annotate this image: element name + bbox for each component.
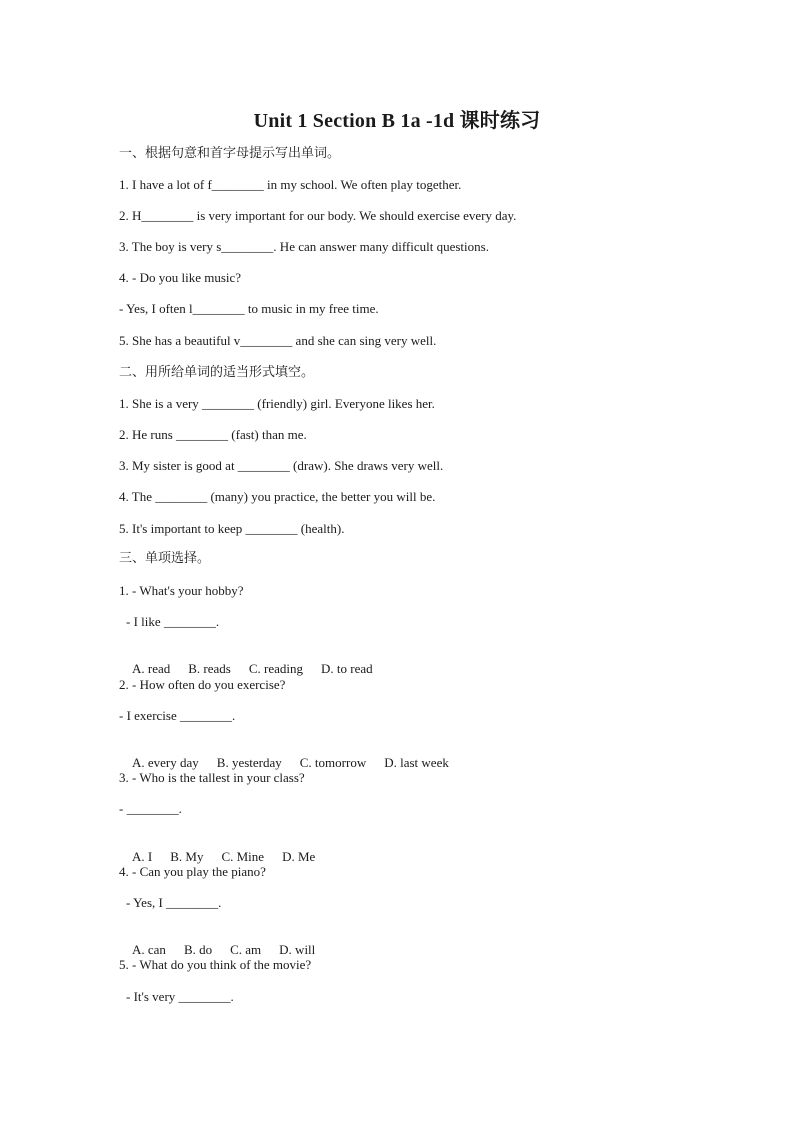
q4-option-d: D. will [279,942,316,957]
section2-item-5: 5. It's important to keep ________ (health). [119,521,345,536]
q1-option-d: D. to read [321,661,373,676]
q1-option-a: A. read [132,661,171,676]
q4-option-b: B. do [183,942,213,957]
q2-option-b: B. yesterday [216,755,282,770]
q2-answer: - I exercise ________. [119,708,236,723]
section2-item-3: 3. My sister is good at ________ (draw). She draws very well. [119,458,444,473]
q3-option-a: A. I [132,849,153,864]
q2-option-a: A. every day [132,755,199,770]
q3-question: 3. - Who is the tallest in your class? [119,770,305,785]
q1-option-b: B. reads [188,661,231,676]
section2-item-1: 1. She is a very ________ (friendly) girl. Everyone likes her. [119,396,435,411]
section1-item-3: 3. The boy is very s________. He can answer many difficult questions. [119,239,489,254]
q4-question: 4. - Can you play the piano? [119,864,266,879]
section2-item-4: 4. The ________ (many) you practice, the better you will be. [119,489,436,504]
q4-option-a: A. can [132,942,166,957]
q4-option-c: C. am [230,942,262,957]
q1-question: 1. - What's your hobby? [119,583,244,598]
section2-item-2: 2. He runs ________ (fast) than me. [119,427,307,442]
q1-answer: - I like ________. [126,614,220,629]
section1-item-2: 2. H________ is very important for our body. We should exercise every day. [119,208,517,223]
q2-option-d: D. last week [384,755,449,770]
q2-question: 2. - How often do you exercise? [119,677,286,692]
q1-option-c: C. reading [248,661,304,676]
section3-heading: 三、单项选择。 [119,551,211,566]
section1-heading: 一、根据句意和首字母提示写出单词。 [119,146,341,161]
q5-answer: - It's very ________. [126,989,234,1004]
section1-item-4-answer: - Yes, I often l________ to music in my free time. [119,301,379,316]
q3-option-d: D. Me [282,849,316,864]
section1-item-1: 1. I have a lot of f________ in my school. We often play together. [119,177,462,192]
section1-item-4: 4. - Do you like music? [119,270,242,285]
q3-answer: - ________. [119,801,182,816]
q4-answer: - Yes, I ________. [126,895,222,910]
section2-heading: 二、用所给单词的适当形式填空。 [119,365,315,380]
section1-item-5: 5. She has a beautiful v________ and she can sing very well. [119,333,437,348]
page-title: Unit 1 Section B 1a -1d 课时练习 [253,110,541,132]
q2-option-c: C. tomorrow [299,755,367,770]
q3-option-b: B. My [170,849,204,864]
q5-question: 5. - What do you think of the movie? [119,957,312,972]
q3-option-c: C. Mine [221,849,265,864]
